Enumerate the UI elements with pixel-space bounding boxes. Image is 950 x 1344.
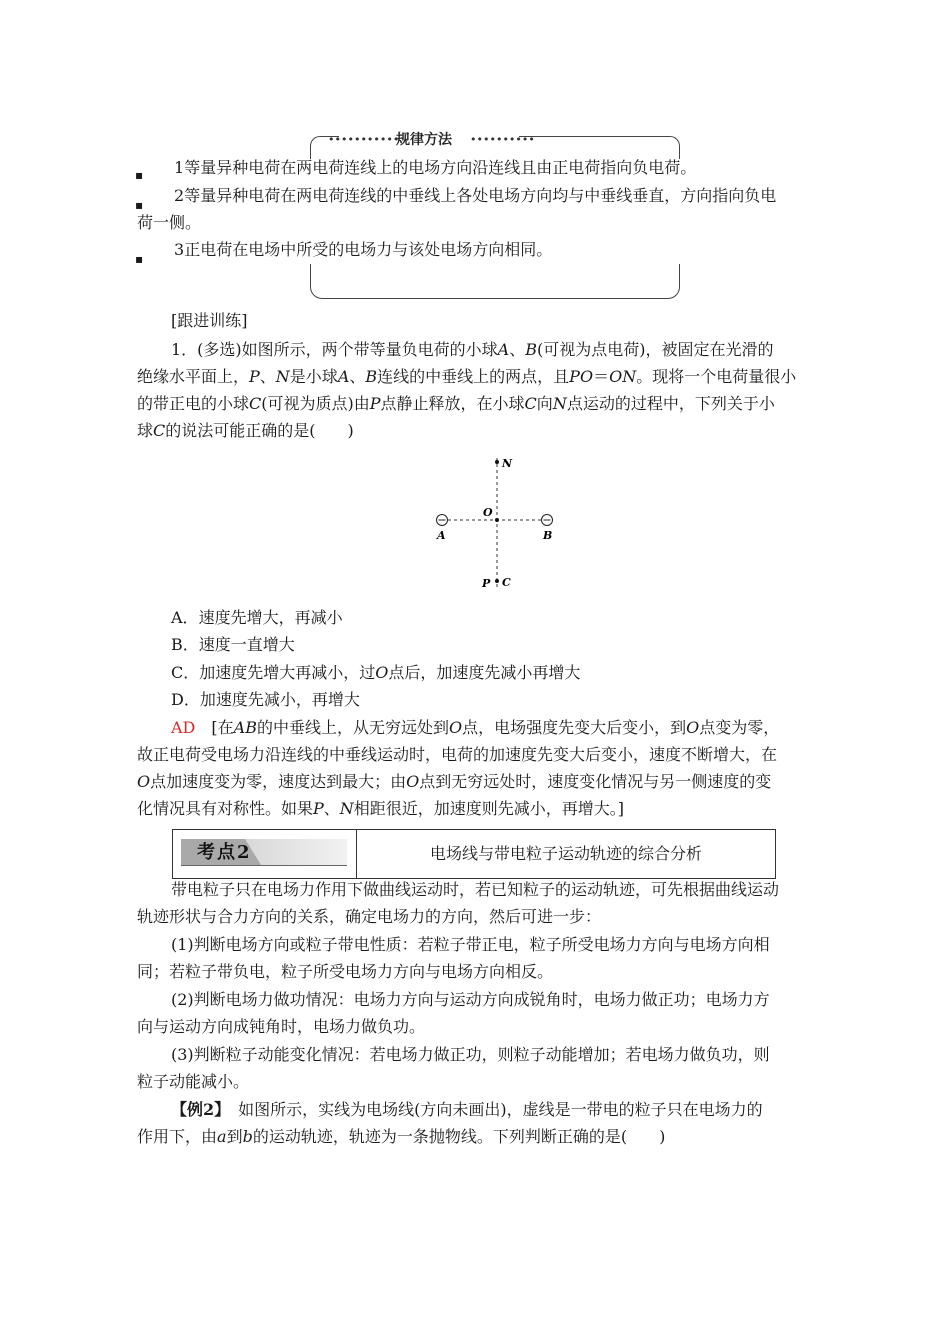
- body-p4-line-2: 粒子动能减小。: [137, 1072, 250, 1091]
- answer-line-1: AD [在AB的中垂线上，从无穷远处到O点，电场强度先变大后变小，到O点变为零，: [171, 718, 780, 737]
- point-n: [495, 460, 499, 464]
- answer-line-3: O点加速度变为零，速度达到最大；由O点到无穷远处时，速度变化情况与另一侧速度的变: [137, 772, 772, 791]
- body-p3-line-1: (2)判断电场力做功情况：电场力方向与运动方向成锐角时，电场力做正功；电场力方: [171, 990, 770, 1009]
- charge-diagram: [420, 450, 580, 600]
- label-b: B: [543, 529, 553, 542]
- option-d: D．加速度先减小，再增大: [171, 690, 360, 709]
- method-item-3: 3正电荷在电场中所受的电场力与该处电场方向相同。: [174, 240, 553, 259]
- method-title: 规律方法: [396, 132, 452, 148]
- question-1-line-2: 绝缘水平面上，P、N是小球A、B连线的中垂线上的两点，且PO＝ON。现将一个电荷量很小: [137, 367, 797, 386]
- example-tag: 【例2】: [171, 1100, 223, 1119]
- topic-bar: [172, 829, 776, 879]
- decor-dots-right: ••••••••••: [470, 133, 535, 146]
- body-p1-line-1: 带电粒子只在电场力作用下做曲线运动时，若已知粒子的运动轨迹，可先根据曲线运动: [171, 880, 780, 899]
- question-1-line-4: 球C的说法可能正确的是( ): [137, 421, 354, 440]
- body-p4-line-1: (3)判断粒子动能变化情况：若电场力做正功，则粒子动能增加；若电场力做负功，则: [171, 1045, 770, 1064]
- label-n: N: [502, 457, 513, 470]
- answer-key: AD: [171, 718, 196, 737]
- point-o: [495, 518, 499, 522]
- label-o: O: [483, 506, 493, 519]
- label-p: P: [482, 577, 491, 590]
- example-2-line-2: 作用下，由a到b的运动轨迹，轨迹为一条抛物线。下列判断正确的是( ): [137, 1127, 666, 1146]
- label-c: C: [502, 576, 511, 589]
- bullet-mark: ▪: [135, 168, 144, 182]
- method-item-1: 1等量异种电荷在两电荷连线上的电场方向沿连线且由正电荷指向负电荷。: [174, 158, 697, 177]
- label-a: A: [437, 529, 446, 542]
- point-p: [495, 579, 499, 583]
- body-p2-line-2: 同；若粒子带负电，粒子所受电场力方向与电场方向相反。: [137, 962, 554, 981]
- bullet-mark: ▪: [135, 252, 144, 266]
- question-1-line-1: 1．(多选)如图所示，两个带等量负电荷的小球A、B(可视为点电荷)，被固定在光滑的: [171, 340, 774, 359]
- body-p2-line-1: (1)判断电场方向或粒子带电性质：若粒子带正电，粒子所受电场力方向与电场方向相: [171, 935, 770, 954]
- answer-line-4: 化情况具有对称性。如果P、N相距很近，加速度则先减小，再增大。]: [137, 799, 625, 818]
- example-2-line-1: 【例2】 如图所示，实线为电场线(方向未画出)，虚线是一带电的粒子只在电场力的: [171, 1100, 763, 1119]
- option-c: C．加速度先增大再减小，过O点后，加速度先减小再增大: [171, 663, 581, 682]
- topic-label: 考点2: [197, 842, 252, 863]
- option-a: A．速度先增大，再减小: [171, 608, 343, 627]
- body-p1-line-2: 轨迹形状与合力方向的关系，确定电场力的方向，然后可进一步：: [137, 907, 602, 926]
- method-item-2-cont: 荷一侧。: [137, 213, 202, 232]
- bullet-mark: ▪: [135, 198, 144, 212]
- method-item-2: 2等量异种电荷在两电荷连线的中垂线上各处电场方向均与中垂线垂直，方向指向负电: [174, 186, 777, 205]
- answer-line-2: 故正电荷受电场力沿连线的中垂线运动时，电荷的加速度先变大后变小，速度不断增大，在: [137, 745, 778, 764]
- body-p3-line-2: 向与运动方向成钝角时，电场力做负功。: [137, 1017, 426, 1036]
- practice-heading: [跟进训练]: [171, 311, 248, 330]
- option-b: B．速度一直增大: [171, 635, 295, 654]
- decor-dots-left: •••••••••••: [328, 133, 400, 146]
- topic-title: 电场线与带电粒子运动轨迹的综合分析: [429, 844, 702, 863]
- question-1-line-3: 的带正电的小球C(可视为质点)由P点静止释放，在小球C向N点运动的过程中，下列关于小: [137, 394, 775, 413]
